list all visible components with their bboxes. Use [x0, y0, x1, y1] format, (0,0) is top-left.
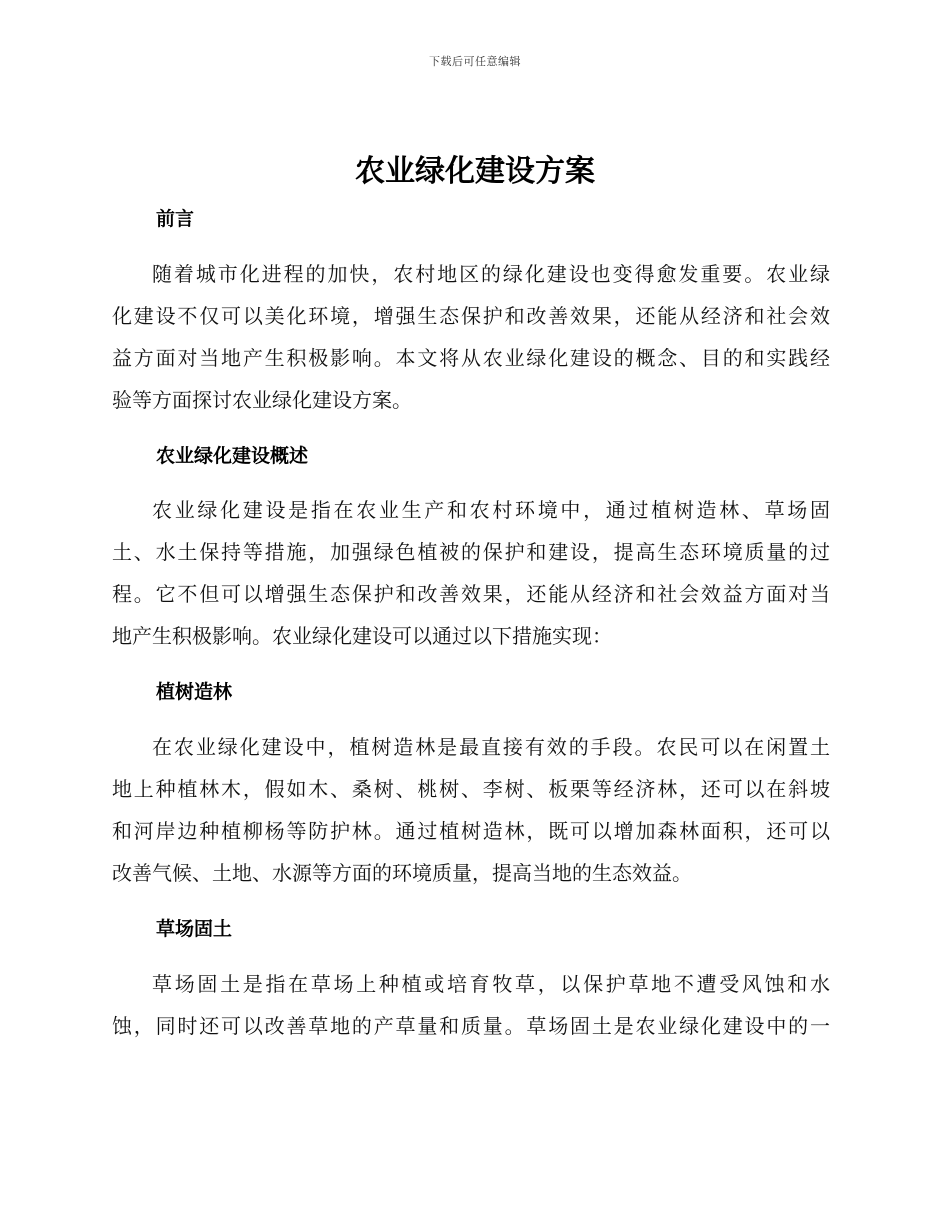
- paragraph-line: 和河岸边种植柳杨等防护林。通过植树造林，既可以增加森林面积，还可以: [112, 819, 830, 843]
- section-heading-preface: 前言: [156, 208, 195, 230]
- section-paragraph-grassland: [112, 963, 830, 1047]
- paragraph-line: 蚀，同时还可以改善草地的产草量和质量。草场固土是农业绿化建设中的一: [112, 1014, 830, 1038]
- paragraph-line: 改善气候、土地、水源等方面的环境质量，提高当地的生态效益。: [112, 861, 692, 885]
- page-header-note: 下载后可任意编辑: [429, 55, 521, 68]
- paragraph-line: 程。它不但可以增强生态保护和改善效果，还能从经济和社会效益方面对当: [112, 582, 830, 606]
- document-title: 农业绿化建设方案: [355, 154, 595, 189]
- section-heading-grassland: 草场固土: [156, 918, 233, 940]
- paragraph-line: 草场固土是指在草场上种植或培育牧草，以保护草地不遭受风蚀和水: [152, 972, 830, 996]
- paragraph-line: 土、水土保持等措施，加强绿色植被的保护和建设，提高生态环境质量的过: [112, 540, 830, 564]
- section-paragraph-preface: [112, 253, 830, 421]
- paragraph-line: 地产生积极影响。农业绿化建设可以通过以下措施实现：: [112, 624, 612, 648]
- paragraph-line: 地上种植林木，假如木、桑树、桃树、李树、板栗等经济林，还可以在斜坡: [112, 777, 830, 801]
- paragraph-line: 农业绿化建设是指在农业生产和农村环境中，通过植树造林、草场固: [152, 498, 830, 522]
- section-heading-afforestation: 植树造林: [156, 681, 233, 703]
- paragraph-line: 益方面对当地产生积极影响。本文将从农业绿化建设的概念、目的和实践经: [112, 346, 830, 370]
- section-heading-overview: 农业绿化建设概述: [156, 445, 309, 467]
- section-paragraph-afforestation: [112, 726, 830, 894]
- section-paragraph-overview: [112, 489, 830, 657]
- paragraph-line: 在农业绿化建设中，植树造林是最直接有效的手段。农民可以在闲置土: [152, 735, 830, 759]
- paragraph-line: 随着城市化进程的加快，农村地区的绿化建设也变得愈发重要。农业绿: [152, 262, 830, 286]
- paragraph-line: 验等方面探讨农业绿化建设方案。: [112, 388, 412, 412]
- paragraph-line: 化建设不仅可以美化环境，增强生态保护和改善效果，还能从经济和社会效: [112, 304, 830, 328]
